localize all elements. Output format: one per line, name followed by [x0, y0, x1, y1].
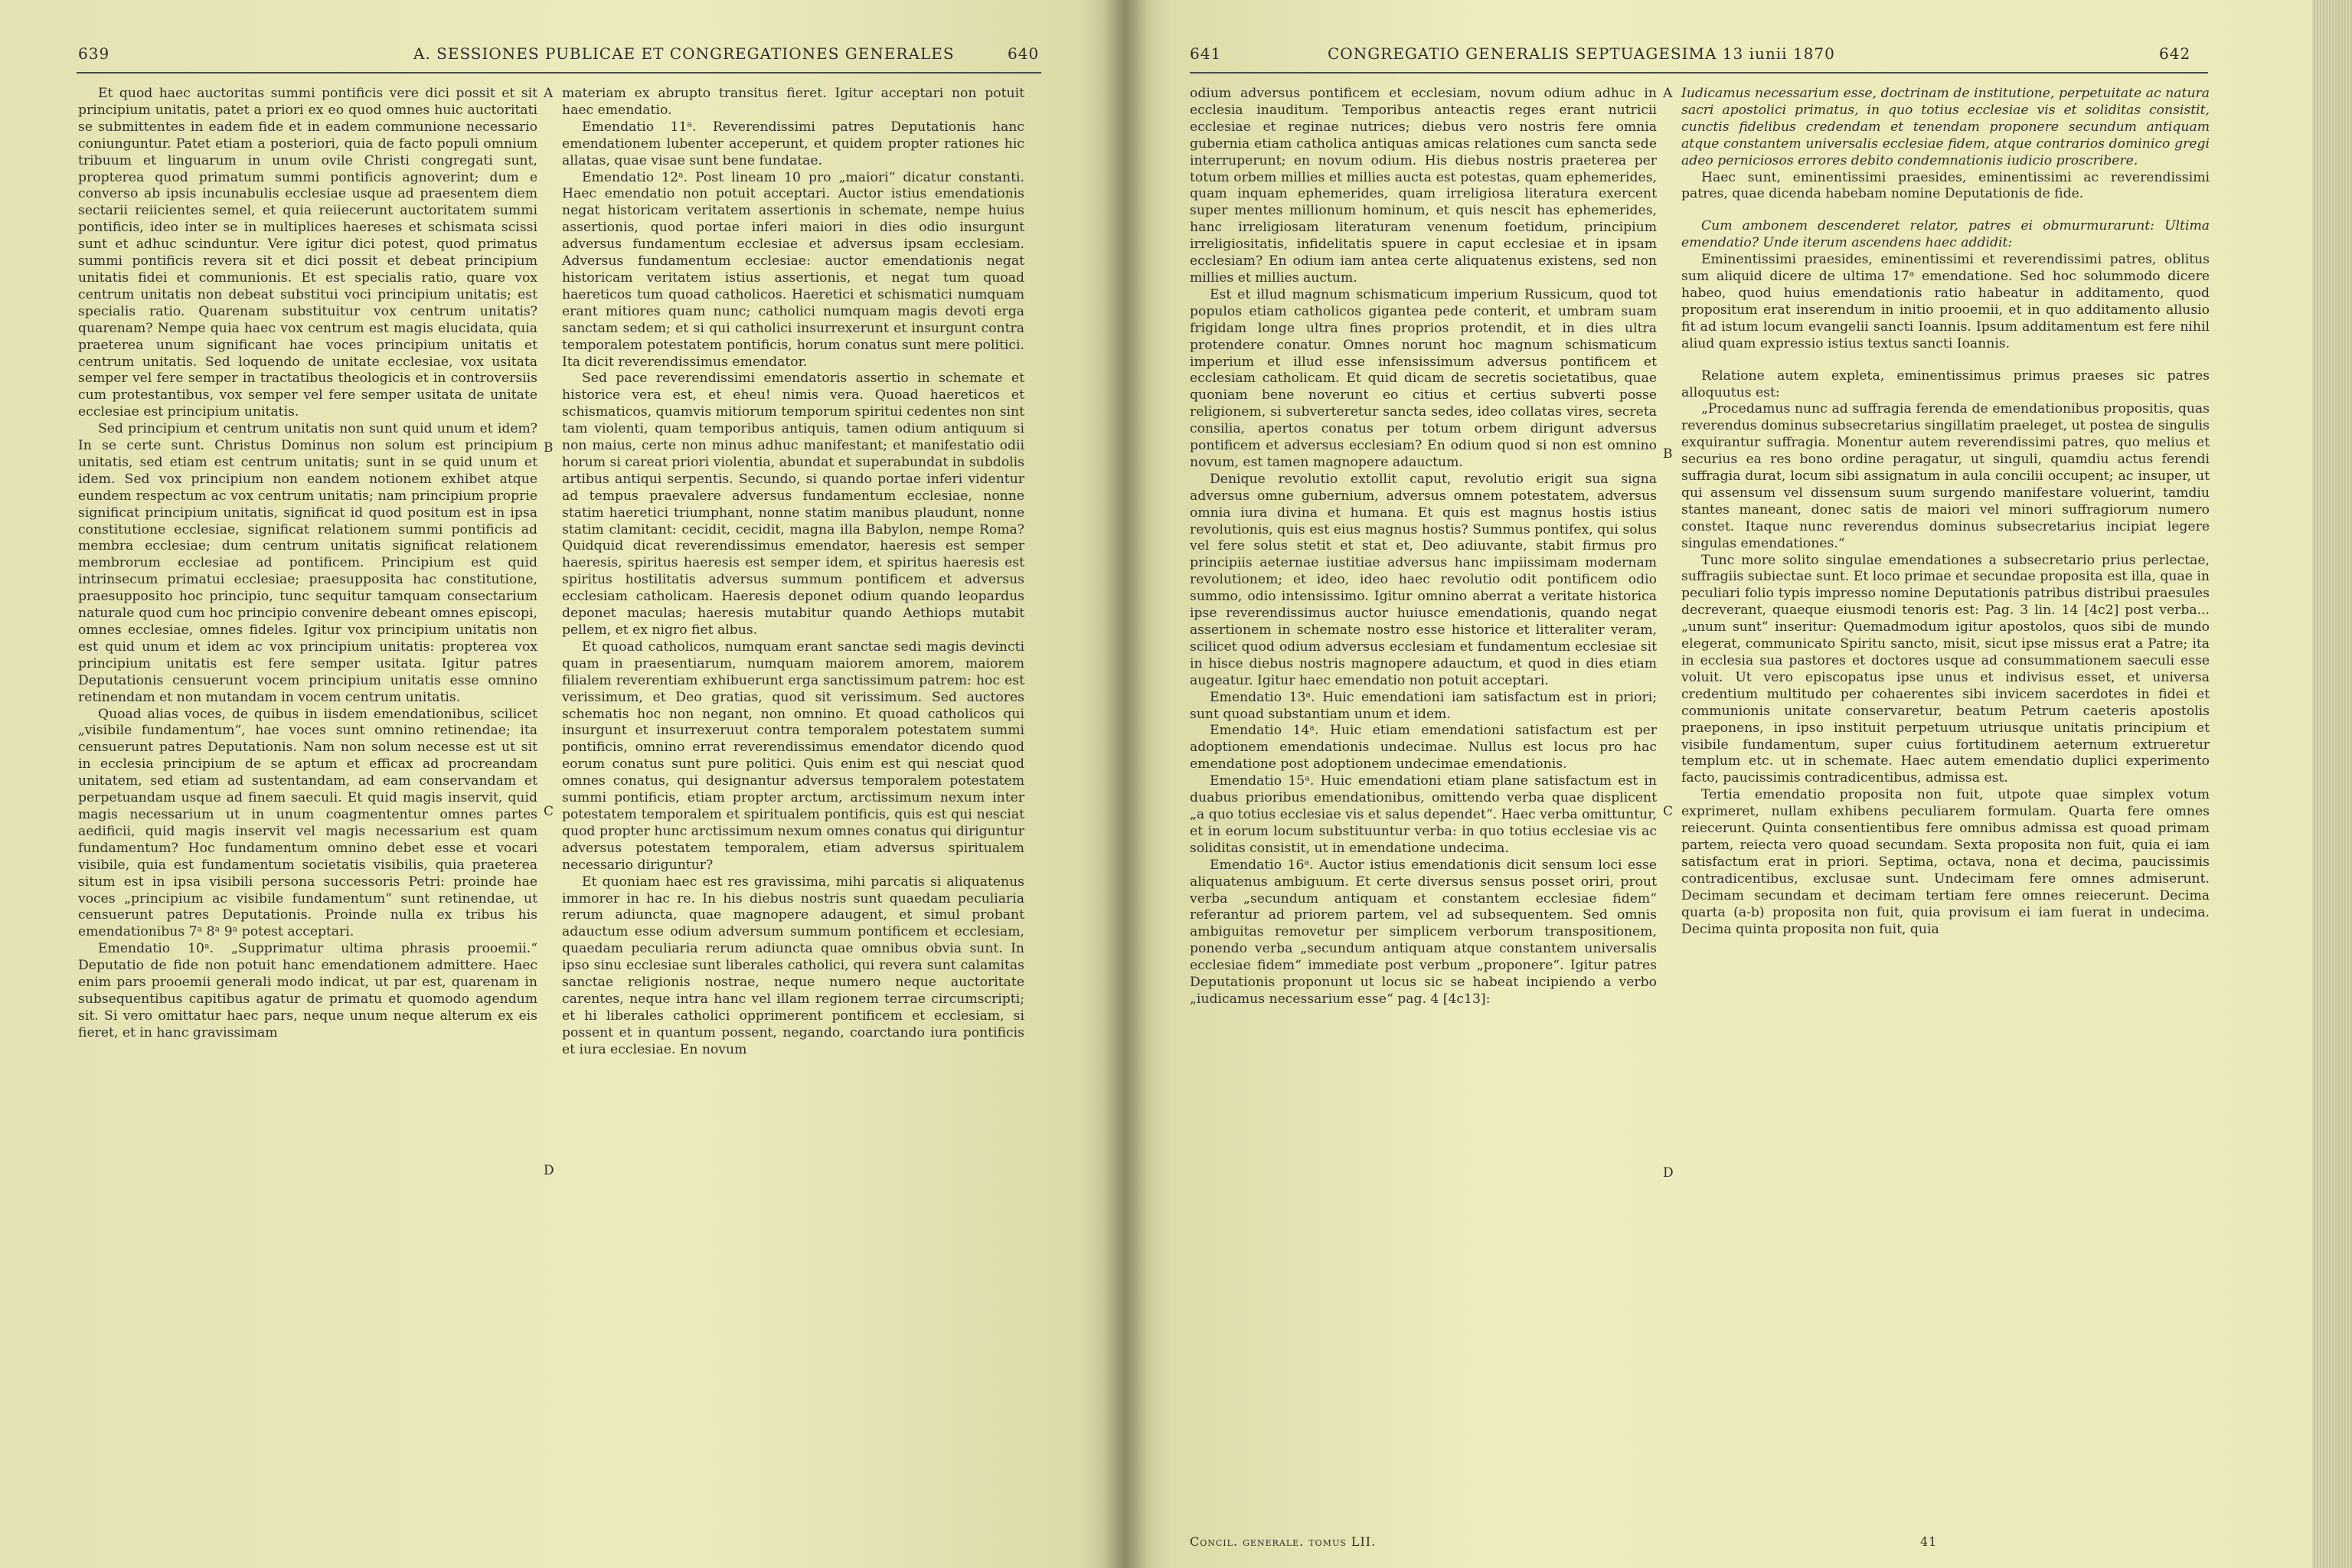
- margin-marker-b: B: [544, 440, 554, 456]
- paragraph: Eminentissimi praesides, eminentissimi et reverendissimi patres, oblitus sum aliquid dicere de ultima 17ᵃ emendatione. Sed hoc solummodo dicere habeo, quod huius emendationis ratio habeatur in additamento, quod propositum erat inserendum in initio prooemii, et in quo additamento allusio fit ad istum locum evangelii sancti Ioannis. Ipsum additamentum est fere nihil aliud quam expressio istius textus sancti Ioannis.: [1681, 252, 2210, 351]
- paragraph: Tertia emendatio proposita non fuit, utpote quae simplex votum exprimeret, nullam exhibens peculiarem formulam. Quarta fere omnes reiecerunt. Quinta consentientibus fere omnibus admissa est quoad primam partem, reiecta vero quoad secundam. Sexta proposita non fuit, quia ei iam satisfactum erat in priori. Septima, octava, nona et decima, paucissimis contradicentibus, exclusae sunt. Undecimam fere omnes admiserunt. Decimam secundam et decimam tertiam fere omnes reiecerunt. Decima quarta (a-b) proposita non fuit, quia provisum ei iam fuerat in undecima. Decima quinta proposita non fuit, quia: [1681, 787, 2210, 937]
- paragraph: Haec sunt, eminentissimi praesides, eminentissimi ac reverendissimi patres, quae dicenda habebam nomine Deputationis de fide.: [1681, 169, 2210, 202]
- left-page: [0, 0, 1124, 1568]
- paragraph: Et quod haec auctoritas summi pontificis vere dici possit et sit principium unitatis, patet a priori ex eo quod omnes huic auctoritati se submittentes in eadem fide et in eadem communione necessario coniunguntur. Patet etiam a posteriori, quia de facto populi omnium tribuum et linguarum in unum ovile Christi congregati sunt, propterea quod primatum summi pontificis agnoverint; dum e converso ab ipsis incunabulis ecclesiae usque ad praesentem diem sectarii reiicientes semel, et quia reiiecerunt auctoritatem summi pontificis, ideo inter se in multiplices haereses et schismata scissi sunt et adhuc scinduntur. Vere igitur dici potest, quod primatus summi pontificis revera sit et dici possit et debeat principium unitatis fidei et communionis. Et est specialis ratio, quare vox centrum unitatis non debeat substitui voci principium unitatis; est specialis ratio. Quarenam substituitur vox centrum unitatis? quarenam? Nempe quia haec vox centrum est magis elucidata, quia praeterea unum significant hae voces principium unitatis et centrum unitatis. Sed loquendo de unitate ecclesiae, vox usitata semper vel fere semper in tractatibus theologicis et in controversiis cum protestantibus, vox semper vel fere semper usitata de unitate ecclesiae est principium unitatis.: [78, 86, 537, 420]
- page-number-642: 642: [2159, 44, 2191, 63]
- left-column-2: [562, 86, 1024, 1059]
- paragraph: Emendatio 16ᵃ. Auctor istius emendationis dicit sensum loci esse aliquatenus ambiguum. Et certe diversus sensus posset oriri, prout verba „secundum antiquam et constantem ecclesiae fidem“ referantur ad priorem partem, vel ad subsequentem. Sed omnis ambiguitas removetur per simplicem verborum transpositionem, ponendo verba „secundum antiquam atque constantem universalis ecclesiae fidem“ immediate post verbum „proponere“. Igitur patres Deputationis proponunt ut locus sic se habeat incipiendo a verbo „iudicamus necessarium esse“ pag. 4 [4c13]:: [1190, 857, 1657, 1007]
- page-edges: [2312, 0, 2352, 1568]
- margin-marker-d: D: [1663, 1165, 1674, 1181]
- page-number-640: 640: [1008, 44, 1040, 63]
- margin-marker-b: B: [1663, 446, 1673, 462]
- paragraph: „Procedamus nunc ad suffragia ferenda de emendationibus propositis, quas reverendus dominus subsecretarius singillatim praeleget, ut postea de singulis exquirantur suffragia. Monentur autem reverendissimi patres, quo melius et securius ea res bono ordine peragatur, ut singuli, quamdiu actus ferendi suffragia durat, locum sibi assignatum in aula concilii occupent; ac insuper, ut qui assensum vel dissensum suum surgendo manifestare voluerint, tamdiu stantes maneant, donec satis de maiori vel minori suffragiorum numero constet. Itaque nunc reverendus dominus subsecretarius incipiat legere singulas emendationes.“: [1681, 401, 2210, 551]
- paragraph: materiam ex abrupto transitus fieret. Igitur acceptari non potuit haec emendatio.: [562, 86, 1024, 118]
- right-running-title: CONGREGATIO GENERALIS SEPTUAGESIMA 13 iunii 1870: [1328, 44, 1835, 63]
- paragraph: Est et illud magnum schismaticum imperium Russicum, quod tot populos etiam catholicos gigantea pede conterit, et umbram suam frigidam longe ultra fines proprios protendit, et in dies ultra protendere conatur. Omnes norunt hoc magnum schismaticum imperium et illud esse infensissimum adversus pontificem et ecclesiam catholicam. Et quid dicam de secretis societatibus, quae quoniam bene noverunt eo citius et certius subverti posse religionem, si subverteretur sancta sedes, ideo collatas vires, secreta consilia, apertos conatus per totum orbem dirigunt adversus pontificem et adversus ecclesiam? En odium quod si non est omnino novum, est tamen magnopere adauctum.: [1190, 286, 1657, 470]
- paragraph: Sed principium et centrum unitatis non sunt quid unum et idem? In se certe sunt. Christus Dominus non solum est principium unitatis, sed etiam est centrum unitatis; sunt in se quid unum et idem. Sed vox principium non eandem notionem exhibet atque eundem respectum ac vox centrum unitatis; nam principium proprie significat principium unitatis, significat id quod positum est in ipsa constitutione ecclesiae, significat relationem summi pontificis ad membra ecclesiae; dum centrum unitatis significat relationem membrorum ecclesiae ad pontificem. Principium est quid intrinsecum primatui ecclesiae; praesupposita hac constitutione, praesupposito hoc principio, tunc sequitur tamquam consectarium naturale quod cum hoc principio convenire debeant omnes episcopi, omnes ecclesiae, omnes fideles. Igitur vox principium unitatis non est quid unum et idem ac vox principium unitatis: propterea vox principium unitatis est fere semper usitata. Igitur patres Deputationis censuerunt vocem principium unitatis esse omnino retinendam et non mutandam in vocem centrum unitatis.: [78, 421, 537, 705]
- quoted-decree: Iudicamus necessarium esse, doctrinam de institutione, perpetuitate ac natura sacri apostolici primatus, in quo totius ecclesiae vis et soliditas consistit, cunctis fidelibus credendam et tenendam proponere secundum antiquam atque constantem universalis ecclesiae fidem, atque contrarios dominico gregi adeo perniciosos errores debito condemnationis iudicio proscribere.: [1681, 86, 2210, 168]
- book-gutter: [1102, 0, 1148, 1568]
- page-number-639: 639: [78, 44, 110, 63]
- margin-marker-c: C: [544, 804, 554, 819]
- paragraph: Sed pace reverendissimi emendatoris assertio in schemate et historice vera est, et eheu! nimis vera. Quoad haereticos et schismaticos, quamvis mitiorum temporum spiritui cedentes non sint tam violenti, quam temporibus antiquis, tamen odium antiquum si non maius, certe non minus adhuc manifestant; et manifestatio odii horum si careat priori violentia, abundat et superabundat in subdolis artibus antiqui serpentis. Secundo, si quando portae inferi videntur ad tempus praevalere adversus fundamentum ecclesiae, nonne statim haeretici triumphant, nonne statim manibus plaudunt, nonne statim clamitant: cecidit, cecidit, magna illa Babylon, nempe Roma? Quidquid dicat reverendissimus emendator, haeresis est semper haeresis, spiritus haeresis est semper idem, et spiritus haeresis est spiritus hostilitatis adversus summum pontificem et adversus ecclesiam catholicam. Haeresis deponet odium quando leopardus deponet maculas; haeresis mutabitur quando Aethiops mutabit pellem, et ex nigro fiet albus.: [562, 371, 1024, 638]
- paragraph: Emendatio 13ᵃ. Huic emendationi iam satisfactum est in priori; sunt quoad substantiam unum et idem.: [1190, 689, 1657, 722]
- header-rule: [77, 72, 1041, 74]
- footer-volume: Concil. generale. tomus LII.: [1190, 1534, 1377, 1549]
- header-rule: [1190, 72, 2208, 74]
- paragraph: Emendatio 12ᵃ. Post lineam 10 pro „maiori“ dicatur constanti. Haec emendatio non potuit acceptari. Auctor istius emendationis negat historicam veritatem assertionis in schemate, nempe huius assertionis, quod portae inferi maiori in dies odio insurgunt adversus fundamentum ecclesiae et adversus ipsam ecclesiam. Adversus fundamentum ecclesiae: auctor emendationis negat historicam veritatem istius assertionis, et negat tum quoad haereticos tum quoad catholicos. Haeretici et schismatici numquam erant mitiores quam nunc; catholici numquam magis devoti erga sanctam sedem; et si qui catholici insurrexerunt et insurgunt contra temporalem potestatem pontificis, horum conatus sunt mere politici. Ita dicit reverendissimus emendator.: [562, 169, 1024, 370]
- margin-marker-a: A: [544, 86, 554, 101]
- margin-marker-a: A: [1663, 86, 1673, 101]
- paragraph: Et quoad catholicos, numquam erant sanctae sedi magis devincti quam in praesentiarum, numquam maiorem amorem, maiorem filialem reverentiam exhibuerunt erga sanctissimum patrem: hoc est verissimum, et Deo gratias, quod sit verissimum. Sed auctores schematis hoc non negant, non omnino. Et quoad catholicos qui insurgunt et insurrexeruut contra temporalem potestatem summi pontificis, omnino errat reverendissimus emendator dicendo quod eorum conatus sunt pure politici. Quis enim est qui nesciat quod omnes conatus, qui designantur adversus temporalem potestatem summi pontificis, etiam propter arctum, arctissimum nexum inter potestatem temporalem et spiritualem pontificis, quis est qui nesciat quod propter hunc arctissimum nexum omnes conatus qui diriguntur adversus potestatem temporalem, etiam adversus spiritualem necessario diriguntur?: [562, 639, 1024, 873]
- page-number-641: 641: [1190, 44, 1222, 63]
- right-column-1: [1190, 86, 1657, 1008]
- paragraph: Et quoniam haec est res gravissima, mihi parcatis si aliquatenus immorer in hac re. In his diebus nostris sunt quaedam peculiaria rerum adiuncta, quae magnopere adaugent, et simul probant adauctum esse odium adversum summum pontificem et ecclesiam, quaedam peculiaria rerum adiuncta quae omnibus obvia sunt. In ipso sinu ecclesiae sunt liberales catholici, qui revera sunt calamitas sanctae religionis nostrae, neque numero neque auctoritate carentes, neque intra hanc vel illam regionem terrae circumscripti; et hi liberales catholici opprimerent pontificem et ecclesiam, si possent et in quantum possent, negando, coarctando iura pontificis et iura ecclesiae. En novum: [562, 874, 1024, 1057]
- paragraph: Emendatio 11ᵃ. Reverendissimi patres Deputationis hanc emendationem lubenter acceperunt, et quidem propter rationes hic allatas, quae visae sunt bene fundatae.: [562, 119, 1024, 168]
- margin-marker-c: C: [1663, 804, 1674, 819]
- footer-signature: 41: [1920, 1534, 1938, 1549]
- right-page: [1124, 0, 2312, 1568]
- paragraph: Emendatio 10ᵃ. „Supprimatur ultima phrasis prooemii.“ Deputatio de fide non potuit hanc emendationem admittere. Haec enim pars prooemii generali modo indicat, ut par est, quarenam in subsequentibus capitibus agatur de primatu et quomodo agendum sit. Si vero omittatur haec pars, neque unum neque alterum ex eis fieret, et in hanc gravissimam: [78, 941, 537, 1040]
- paragraph: Emendatio 15ᵃ. Huic emendationi etiam plane satisfactum est in duabus prioribus emendationibus, omittendo verba quae displicent „a quo totius ecclesiae vis et salus dependet“. Haec verba omittuntur, et in eorum locum substituuntur verba: in quo totius ecclesiae vis ac soliditas consistit, ut in emendatione undecima.: [1190, 773, 1657, 856]
- paragraph: Quoad alias voces, de quibus in iisdem emendationibus, scilicet „visibile fundamentum“, hae voces sunt omnino retinendae; ita censuerunt patres Deputationis. Nam non solum necesse est ut sit in ecclesia principium de se aptum et efficax ad procreandam unitatem, sed etiam ad sustentandam, ad eam conservandam et perpetuandam usque ad finem saeculi. Et quid magis inservit, quid magis necessarium ut in unum coagmententur omnes partes aedificii, quid magis inservit vel magis necessarium est quam fundamentum? Hoc fundamentum omnino debet esse et vocari visibile, quia est fundamentum societatis visibilis, quia praeterea situm est in ipsa visibili persona successoris Petri: proinde hae voces „principium ac visibile fundamentum“ sunt retinendae, ut censuerunt patres Deputationis. Proinde nulla ex tribus his emendationibus 7ᵃ 8ᵃ 9ᵃ potest acceptari.: [78, 706, 537, 940]
- paragraph: Tunc more solito singulae emendationes a subsecretario prius perlectae, suffragiis subiectae sunt. Et loco primae et secundae proposita est illa, quae in peculiari folio typis impresso nomine Deputationis patribus distribui praesules decreverant, quaeque eiusmodi tenoris est: Pag. 3 lin. 14 [4c2] post verba... „unum sunt“ inseritur: Quemadmodum igitur apostolos, quos sibi de mundo elegerat, communicato Spiritu sancto, misit, sicut ipse missus erat a Patre; ita in ecclesia sua pastores et doctores usque ad consummationem saeculi esse voluit. Ut vero episcopatus ipse unus et indivisus esset, et universa credentium multitudo per cohaerentes sibi invicem sacerdotes in fidei et communionis unitate conservaretur, beatum Petrum caeteris apostolis praeponens, in ipso instituit perpetuum utriusque unitatis principium et visibile fundamentum, super cuius fortitudinem aeternum extrueretur templum etc. ut in schemate. Haec autem emendatio duplici experimento facto, paucissimis contradicentibus, admissa est.: [1681, 552, 2210, 786]
- paragraph: Relatione autem expleta, eminentissimus primus praeses sic patres alloquutus est:: [1681, 368, 2210, 400]
- paragraph: Emendatio 14ᵃ. Huic etiam emendationi satisfactum est per adoptionem emendationis undecimae. Nullus est locus pro hac emendatione post adoptionem undecimae emendationis.: [1190, 723, 1657, 773]
- left-running-title: A. SESSIONES PUBLICAE ET CONGREGATIONES GENERALES: [413, 44, 955, 63]
- paragraph: Denique revolutio extollit caput, revolutio erigit sua signa adversus omne gubernium, adversus omnem potestatem, adversus omnia iura divina et humana. Et quis est magnus hostis istius revolutionis, quis est eius magnus hostis? Summus pontifex, qui solus vel fere solus stetit et stat et, Deo adiuvante, stabit firmus pro principiis aeternae iustitiae adversus hanc impiissimam modernam revolutionem; et ideo, ideo haec revolutio odit pontificem odio summo, odio intensissimo. Igitur omnino aberrat a veritate historica ipse reverendissimus auctor huiusce emendationis, quando negat assertionem in schemate nostro esse historice et litteraliter veram, scilicet quod odium adversus ecclesiam et fundamentum ecclesiae sit in hisce diebus nostris magnopere adauctum, et quod in dies etiam augeatur. Igitur haec emendatio non potuit acceptari.: [1190, 471, 1657, 688]
- paragraph: odium adversus pontificem et ecclesiam, novum odium adhuc in ecclesia inauditum. Temporibus anteactis reges erant nutricii ecclesiae et reginae nutrices; diebus vero nostris fere omnia gubernia etiam catholica antiquas amicas relationes cum sancta sede interruperunt; en novum odium. His diebus nostris praeterea per totum orbem millies et millies aucta est potestas, quam ephemerides, quam inquam ephemerides, quam irreligiosa literatura exercent super mentes millionum hominum, et quis nescit has ephemerides, hanc irreligiosam literaturam venenum foetidum, principium irreligiositatis, infidelitatis spuere in caput ecclesiae et in ipsam ecclesiam? En odium iam antea certe aliquatenus existens, sed non millies et millies auctum.: [1190, 86, 1657, 286]
- left-column-1: [78, 86, 537, 1042]
- right-column-2: [1681, 86, 2210, 938]
- margin-marker-d: D: [544, 1163, 554, 1178]
- paragraph: Cum ambonem descenderet relator, patres ei obmurmurarunt: Ultima emendatio? Unde iterum ascendens haec addidit:: [1681, 218, 2210, 251]
